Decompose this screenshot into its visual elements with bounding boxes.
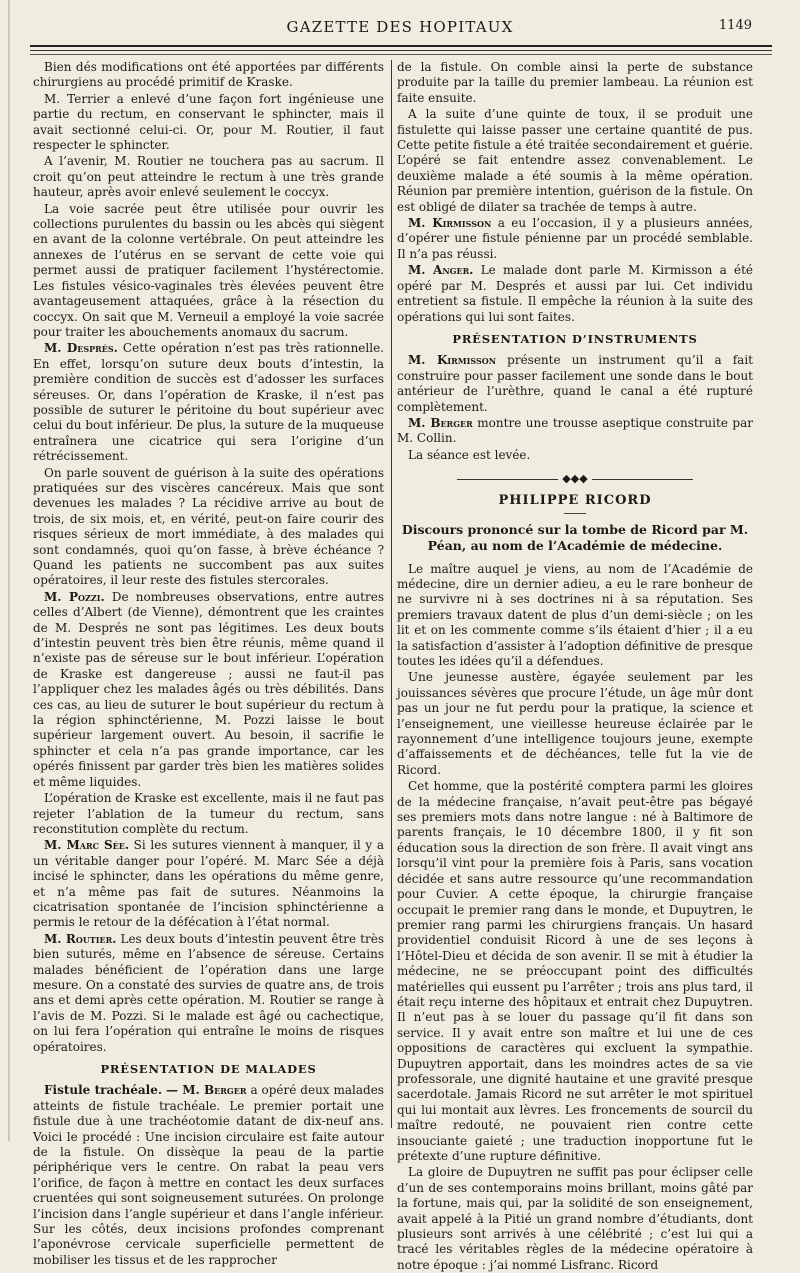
speaker-name: M. Marc Sée. (44, 838, 130, 853)
paragraph: La séance est levée. (408, 447, 531, 462)
article-title: PHILIPPE RICORD (498, 493, 652, 509)
speaker-name: M. Anger. (408, 263, 474, 278)
right-column (397, 60, 753, 1272)
speaker-name: M. Berger (408, 415, 473, 430)
journal-title: GAZETTE DES HOPITAUX (286, 18, 514, 36)
paragraph: Le maître auquel je viens, au nom de l’Académie de médecine, dire un dernier adieu, a eu le rare bonheur de ne survivre ni à ses doctrines ni à sa réputation. Ses premiers travaux datent de plus d’un demi-siècle ; on les lit et on les commente comme s’ils étaient d’hier ; il a eu la satisfaction d’assister à l’adoption définitive de presque toutes les idées qu’il a défendues. (397, 561, 753, 668)
paragraph-text: présente un instrument qu’il a fait construire pour passer facilement une sonde dans le bout antérieur de l’urèthre, quand le canal a été rupturé complètement. (397, 353, 753, 414)
ornament-separator (397, 469, 753, 491)
speaker-name: M. Pozzi. (44, 589, 105, 604)
speaker-name: M. Kirmisson (408, 216, 492, 231)
paragraph-text: Si les sutures viennent à manquer, il y a un véritable danger pour l’opéré. M. Marc Sée a déjà incisé le sphincter, dans les opérations du même genre, et n’a même pas fait de sutures. Néanmoins la cicatrisation spontanée de l’incision sphinctérienne a permis le retour de la défécation à l’état normal. (33, 838, 384, 930)
paragraph (397, 216, 753, 262)
paragraph-text: a opéré deux malades atteints de fistule trachéale. Le premier portait une fistule due à une trachéotomie datant de dix-neuf ans. Voici le procédé : Une incision circulaire est faite autour de la fistule. On dissèque la peau de la partie périphérique vers le centre. On rabat la peau vers l’orifice, de façon à mettre en contact les deux surfaces cruentées qui sont soigneusement suturées. On prolonge l’incision dans l’angle supérieur et dans l’angle inférieur. Sur les côtés, deux incisions profondes comprenant l’aponévrose cervicale superficielle permettent de mobiliser les tissus et de les rapprocher (33, 1083, 384, 1267)
paragraph: de la fistule. On comble ainsi la perte de substance produite par la taille du premier lambeau. La réunion est faite ensuite. (397, 60, 753, 105)
paragraph (33, 1083, 384, 1268)
paragraph: Bien dés modifications ont été apportées par différents chirurgiens au procédé primitif de Kraske. (33, 60, 384, 90)
paragraph (397, 263, 753, 325)
paragraph: Cet homme, que la postérité comptera parmi les gloires de la médecine française, n’avait peut-être pas bégayé ses premiers mots dans notre langue : né à Baltimore de parents français, le 10 décembre 1800, il y fit son éducation sous la direction de son frère. Il avait vingt ans lorsqu’il vint pour la première fois à Paris, sans vocation décidée et sans autre ressource qu’une recommandation pour Cuvier. A cette époque, la chirurgie française occupait le premier rang dans le monde, et Dupuytren, le premier rang parmi les chirurgiens français. Un hasard providentiel conduisit Ricord à une de ses leçons à l’Hôtel-Dieu et décida de son avenir. Il se mit à étudier la médecine, ne se préoccupant point des difficultés matérielles qui eussent pu l’arrêter ; trois ans plus tard, il était reçu interne des hôpitaux et entrait chez Dupuytren. Il n’eut pas à se louer du passage qu’il fit dans son service. Il y avait entre son maître et lui une de ces oppositions de caractères qui excluent la sympathie. Dupuytren apportait, dans les moindres actes de sa vie professorale, une dignité hautaine et une gravité presque sacerdotale. Jamais Ricord ne sut arrêter le mot spirituel qui lui montait aux lèvres. Les froncements de sourcil du maître redouté, ne pouvaient rien contre cette insouciante gaieté ; une traduction inopportune fut le prétexte d’une rupture définitive. (397, 779, 753, 1163)
paragraph (33, 932, 384, 1055)
page-number: 1149 (718, 18, 752, 33)
section-heading-instruments: PRÉSENTATION D’INSTRUMENTS (452, 331, 698, 346)
paragraph: La voie sacrée peut être utilisée pour ouvrir les collections purulentes du bassin ou les abcès qui siègent en avant de la colonne vertébrale. On peut atteindre les annexes de l’utérus en se servant de cette voie qui permet aussi de pratiquer facilement l’hystérectomie. Les fistules vésico-vaginales très élevées peuvent être avantageusement attaquées, grâce à la résection du coccyx. On sait que M. Verneuil a employé la voie sacrée pour traiter les abouchements anomaux du sacrum. (33, 201, 384, 339)
paragraph: A l’avenir, M. Routier ne touchera pas au sacrum. Il croit qu’on peut atteindre le rectum à une très grande hauteur, après avoir enlevé seulement le coccyx. (33, 154, 384, 200)
paragraph-text: a eu l’occasion, il y a plusieurs années, d’opérer une fistule pénienne par un procédé semblable. Il n’a pas réussi. (397, 216, 753, 261)
left-column (33, 60, 384, 1267)
paragraph-text: montre une trousse aseptique construite par M. Collin. (397, 415, 753, 446)
paragraph (33, 838, 384, 930)
subsection-title: Fistule trachéale. (44, 1083, 163, 1098)
paragraph (33, 590, 384, 790)
speaker-name: — M. Berger (165, 1083, 247, 1098)
paragraph (397, 416, 753, 447)
paragraph: M. Terrier a enlevé d’une façon fort ingénieuse une partie du rectum, en conservant le sphincter, mais il avait sectionné celui-ci. Or, pour M. Routier, il faut respecter le sphincter. (33, 91, 384, 153)
paragraph: Une jeunesse austère, égayée seulement par les jouissances sévères que procure l’étude, un âge mûr dont pas un jour ne fut perdu pour la pratique, la science et l’enseignement, une vieillesse heureuse éclairée par le rayonnement d’une intelligence toujours jeune, exempte d’affaissements et de déchéances, telle fut la vie de Ricord. (397, 670, 753, 777)
paragraph-text: De nombreuses observations, entre autres celles d’Albert (de Vienne), démontrent que les craintes de M. Després ne sont pas légitimes. Les deux bouts d’intestin peuvent très bien être réunis, même quand il n’existe pas de séreuse sur le bout inférieur. L’opération de Kraske est dangereuse ; aussi ne faut-il pas l’appliquer chez les malades âgés ou très débilités. Dans ces cas, au lieu de suturer le bout supérieur du rectum à la région sphinctérienne, M. Pozzi laisse le bout supérieur largement ouvert. Au besoin, il sacrifie le sphincter et cela n’a pas grande importance, car les opérés finissent par garder très bien les matières solides et même liquides. (33, 589, 384, 789)
paragraph-text: Les deux bouts d’intestin peuvent être très bien suturés, même en l’absence de séreuse. Certains malades bénéficient de l’opération dans une large mesure. On a constaté des survies de quatre ans, de trois ans et demi après cette opération. M. Routier se range à l’avis de M. Pozzi. Si le malade est âgé ou cachectique, on lui fera l’opération qui entraîne le moins de risques opératoires. (33, 931, 384, 1054)
section-heading-malades: PRÉSENTATION DE MALADES (100, 1062, 317, 1076)
header-rule-thick (30, 45, 772, 47)
title-dash (564, 513, 586, 514)
header-rule-thin-2 (30, 54, 772, 55)
paragraph: A la suite d’une quinte de toux, il se produit une fistulette qui laisse passer une certaine quantité de pus. Cette petite fistule a été traitée secondairement et guérie. L’opéré se fait entendre assez convenablement. Le deuxième malade a été soumis à la même opération. Réunion par première intention, guérison de la fistule. On est obligé de dilater sa trachée de temps à autre. (397, 107, 753, 214)
column-divider (391, 60, 392, 1128)
paragraph: La gloire de Dupuytren ne suffit pas pour éclipser celle d’un de ses contemporains moins brillant, moins gâté par la fortune, mais qui, par la solidité de son enseignement, avait appelé à la Pitié un grand nombre d’étudiants, dont plusieurs sont arrivés à une célébrité ; c’est lui qui a tracé les véritables règles de la médecine opératoire à notre époque : j’ai nommé Lisfranc. Ricord (397, 1165, 753, 1272)
ornament-icon: ◆◆◆ (397, 471, 753, 486)
paragraph-text: Le malade dont parle M. Kirmisson a été opéré par M. Després et aussi par lui. Cet individu entretient sa fistule. Il empêche la réunion à la suite des opérations qui lui sont faites. (397, 263, 753, 324)
speaker-name: M. Després. (44, 341, 118, 356)
page-edge (8, 0, 10, 1141)
discours-title: Discours prononcé sur la tombe de Ricord par M. Péan, au nom de l’Académie de médecine. (401, 521, 749, 553)
paragraph: On parle souvent de guérison à la suite des opérations pratiquées sur des viscères cancéreux. Mais que sont devenues les malades ? La récidive arrive au bout de trois, de six mois, et, en vérité, peut-on faire courir des risques sérieux de mort immédiate, à des malades qui sont condamnés, quoi qu’on fasse, à brève échéance ? Quand les patients ne succombent pas aux suites opératoires, il leur reste des fistules stercorales. (33, 465, 384, 588)
paragraph-text: Cette opération n’est pas très rationnelle. En effet, lorsqu’on suture deux bouts d’intestin, la première condition de succès est d’adosser les surfaces séreuses. Or, dans l’opération de Kraske, il n’est pas possible de suturer le péritoine du bout supérieur avec celui du bout inférieur. De plus, la suture de la muqueuse entraînera une cicatrice qui sera l’origine d’un rétrécissement. (33, 341, 384, 464)
speaker-name: M. Kirmisson (408, 353, 497, 368)
paragraph (33, 341, 384, 464)
paragraph: L’opération de Kraske est excellente, mais il ne faut pas rejeter l’ablation de la tumeur du rectum, sans reconstitution complète du rectum. (33, 791, 384, 836)
paragraph (397, 353, 753, 415)
header-rule-thin (30, 50, 772, 51)
speaker-name: M. Routier. (44, 931, 117, 946)
